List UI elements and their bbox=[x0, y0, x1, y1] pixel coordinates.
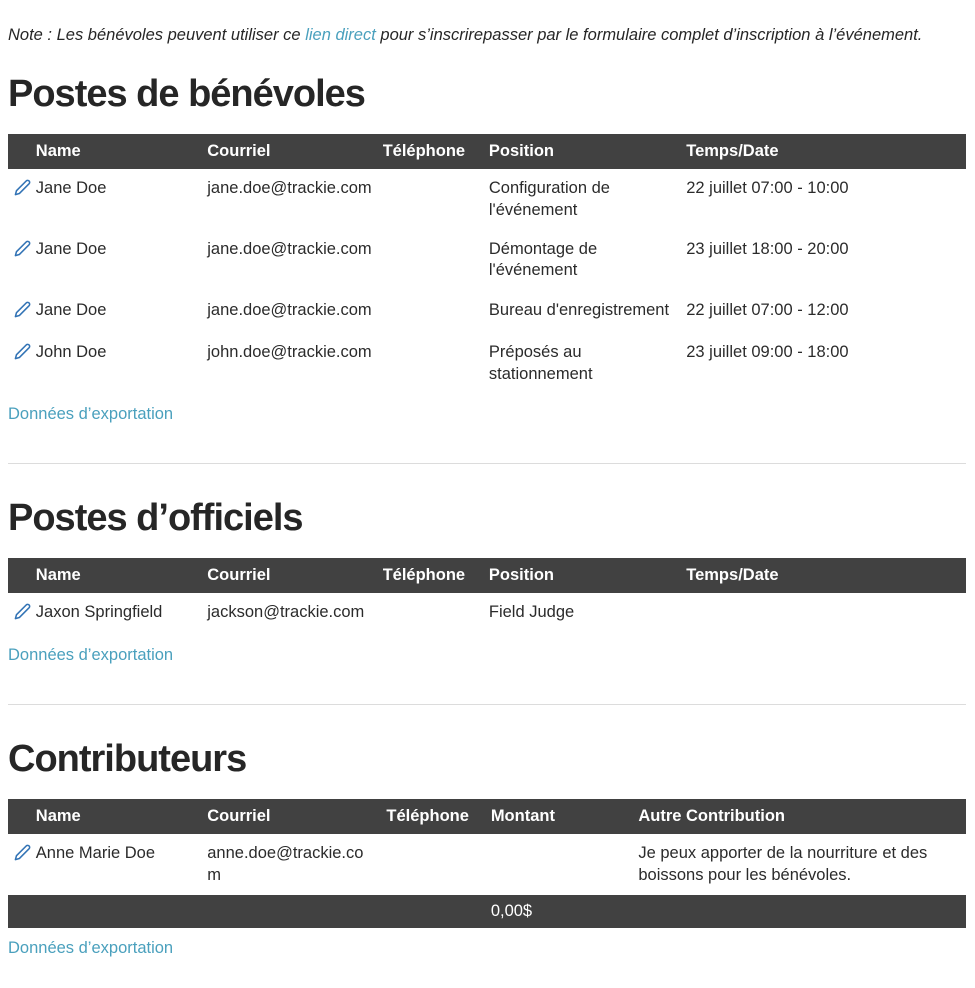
cell-other-contribution: Je peux apporter de la nourriture et des boissons pour les bénévoles. bbox=[638, 844, 928, 884]
cell-name: Jane Doe bbox=[35, 300, 107, 319]
col-header-telephone: Téléphone bbox=[386, 799, 490, 834]
top-note bbox=[8, 24, 966, 46]
col-header-name: Name bbox=[36, 134, 207, 169]
col-header-name: Name bbox=[36, 558, 207, 593]
cell-time: 22 juillet 07:00 - 10:00 bbox=[686, 179, 849, 198]
table-row bbox=[8, 230, 966, 291]
contributors-header-row bbox=[8, 799, 966, 834]
cell-position: Démontage de l'événement bbox=[488, 239, 598, 280]
cell-amount bbox=[491, 834, 639, 895]
cell-email: jackson@trackie.com bbox=[207, 602, 365, 621]
cell-email: jane.doe@trackie.com bbox=[207, 179, 372, 198]
officials-header-row bbox=[8, 558, 966, 593]
pencil-icon[interactable] bbox=[14, 603, 31, 620]
col-header-telephone: Téléphone bbox=[383, 558, 489, 593]
note-text-prefix: Note : Les bénévoles peuvent utiliser ce bbox=[8, 26, 306, 44]
pencil-icon[interactable] bbox=[14, 240, 31, 257]
cell-phone bbox=[386, 834, 490, 895]
edit-column-header bbox=[8, 558, 36, 593]
cell-email: john.doe@trackie.com bbox=[207, 343, 372, 362]
volunteers-title: Postes de bénévoles bbox=[8, 73, 365, 116]
pencil-icon[interactable] bbox=[14, 343, 31, 360]
export-data-link[interactable]: Données d’exportation bbox=[8, 646, 174, 665]
cell-position: Préposés au stationnement bbox=[488, 343, 593, 383]
cell-phone bbox=[383, 169, 489, 230]
volunteers-section bbox=[8, 74, 966, 424]
cell-phone bbox=[383, 593, 489, 635]
col-header-courriel: Courriel bbox=[207, 799, 386, 834]
col-header-position: Position bbox=[489, 558, 686, 593]
total-row-spacer bbox=[8, 895, 36, 928]
cell-name: Anne Marie Doe bbox=[35, 844, 156, 863]
total-amount: 0,00$ bbox=[491, 895, 639, 928]
contributors-title: Contributeurs bbox=[8, 738, 247, 781]
cell-phone bbox=[383, 291, 489, 333]
total-row-spacer bbox=[36, 895, 207, 928]
cell-name: John Doe bbox=[35, 343, 107, 362]
col-header-autre-contribution: Autre Contribution bbox=[638, 799, 966, 834]
cell-time bbox=[686, 593, 966, 635]
cell-name: Jane Doe bbox=[35, 179, 107, 198]
table-row bbox=[8, 593, 966, 635]
total-row bbox=[8, 895, 966, 928]
total-row-spacer bbox=[638, 895, 966, 928]
col-header-position: Position bbox=[489, 134, 686, 169]
cell-name: Jaxon Springfield bbox=[35, 602, 163, 621]
table-row bbox=[8, 169, 966, 230]
section-divider bbox=[8, 463, 966, 464]
note-text-suffix: pour s’inscrirepasser par le formulaire complet d’inscription à l’événement. bbox=[375, 26, 923, 44]
cell-email: anne.doe@trackie.com bbox=[207, 844, 364, 884]
cell-time: 23 juillet 18:00 - 20:00 bbox=[686, 239, 849, 258]
total-row-spacer bbox=[207, 895, 386, 928]
officials-table bbox=[8, 558, 966, 635]
cell-phone bbox=[383, 333, 489, 394]
cell-position: Bureau d'enregistrement bbox=[488, 300, 670, 319]
table-row bbox=[8, 834, 966, 895]
col-header-temps-date: Temps/Date bbox=[686, 134, 966, 169]
pencil-icon[interactable] bbox=[14, 179, 31, 196]
cell-email: jane.doe@trackie.com bbox=[207, 300, 372, 319]
volunteers-table bbox=[8, 134, 966, 394]
pencil-icon[interactable] bbox=[14, 301, 31, 318]
col-header-courriel: Courriel bbox=[207, 134, 382, 169]
col-header-telephone: Téléphone bbox=[383, 134, 489, 169]
col-header-courriel: Courriel bbox=[207, 558, 382, 593]
export-data-link[interactable]: Données d’exportation bbox=[8, 405, 174, 424]
cell-time: 22 juillet 07:00 - 12:00 bbox=[686, 300, 849, 319]
cell-position: Field Judge bbox=[488, 602, 575, 621]
direct-link[interactable]: lien direct bbox=[305, 26, 376, 44]
table-row bbox=[8, 291, 966, 333]
cell-name: Jane Doe bbox=[35, 239, 107, 258]
total-row-spacer bbox=[386, 895, 490, 928]
contributors-section bbox=[8, 739, 966, 958]
cell-email: jane.doe@trackie.com bbox=[207, 239, 372, 258]
col-header-name: Name bbox=[36, 799, 207, 834]
section-divider bbox=[8, 704, 966, 705]
col-header-montant: Montant bbox=[491, 799, 639, 834]
export-data-link[interactable]: Données d’exportation bbox=[8, 939, 174, 958]
table-row bbox=[8, 333, 966, 394]
officials-section bbox=[8, 498, 966, 665]
pencil-icon[interactable] bbox=[14, 844, 31, 861]
cell-position: Configuration de l'événement bbox=[488, 179, 610, 219]
edit-column-header bbox=[8, 799, 36, 834]
officials-title: Postes d’officiels bbox=[8, 497, 303, 540]
contributors-table bbox=[8, 799, 966, 928]
volunteers-header-row bbox=[8, 134, 966, 169]
edit-column-header bbox=[8, 134, 36, 169]
cell-time: 23 juillet 09:00 - 18:00 bbox=[686, 343, 849, 362]
cell-phone bbox=[383, 230, 489, 291]
col-header-temps-date: Temps/Date bbox=[686, 558, 966, 593]
